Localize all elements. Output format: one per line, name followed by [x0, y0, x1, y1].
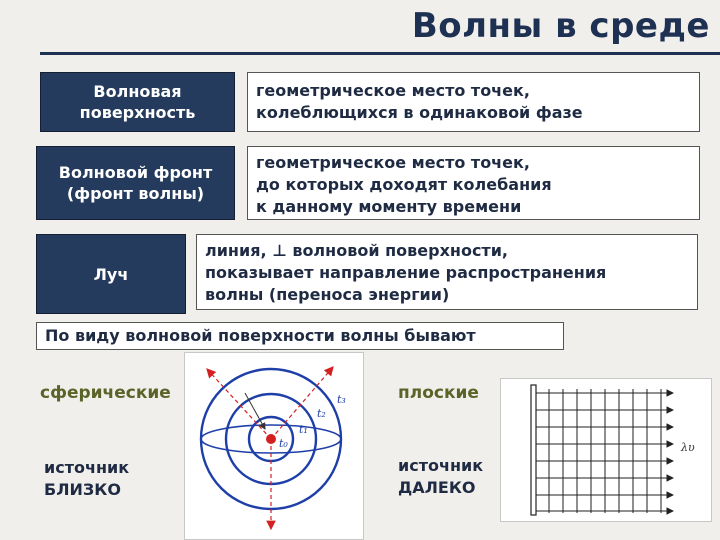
label-t1: t₁	[299, 423, 308, 436]
label-t3: t₃	[337, 393, 346, 406]
plane-label: плоские	[398, 383, 479, 403]
spherical-wave-figure	[184, 352, 364, 540]
definition-wave-front: геометрическое место точек, до которых доходят колебания к данному моменту времени	[247, 146, 700, 220]
plane-source-line2: ДАЛЕКО	[398, 478, 476, 497]
term-wave-surface: Волновая поверхность	[40, 72, 235, 132]
wave-kinds-heading: По виду волновой поверхности волны бывают	[36, 322, 564, 350]
wavefront-planes	[549, 389, 661, 513]
label-t2: t₂	[317, 407, 326, 420]
title-underline	[40, 52, 720, 55]
definition-ray: линия, ⊥ волновой поверхности, показывает направление распространения волны (переноса энергии)	[196, 234, 698, 310]
spherical-source-line1: источник	[44, 458, 130, 477]
plane-source-line1: источник	[398, 456, 484, 475]
ray-upper-left	[207, 369, 271, 439]
definition-wave-surface: геометрическое место точек, колеблющихся в одинаковой фазе	[247, 72, 700, 132]
spherical-label: сферические	[40, 383, 171, 403]
label-t0: t₀	[279, 437, 288, 450]
term-ray: Луч	[36, 234, 186, 314]
plane-wave-figure	[500, 378, 712, 522]
wave-plane-emitter	[531, 385, 536, 515]
page-title: Волны в среде	[411, 6, 710, 46]
spherical-source-line2: БЛИЗКО	[44, 480, 121, 499]
term-wave-front: Волновой фронт (фронт волны)	[36, 146, 235, 220]
velocity-label: λυ	[681, 441, 695, 454]
point-source	[266, 434, 276, 444]
